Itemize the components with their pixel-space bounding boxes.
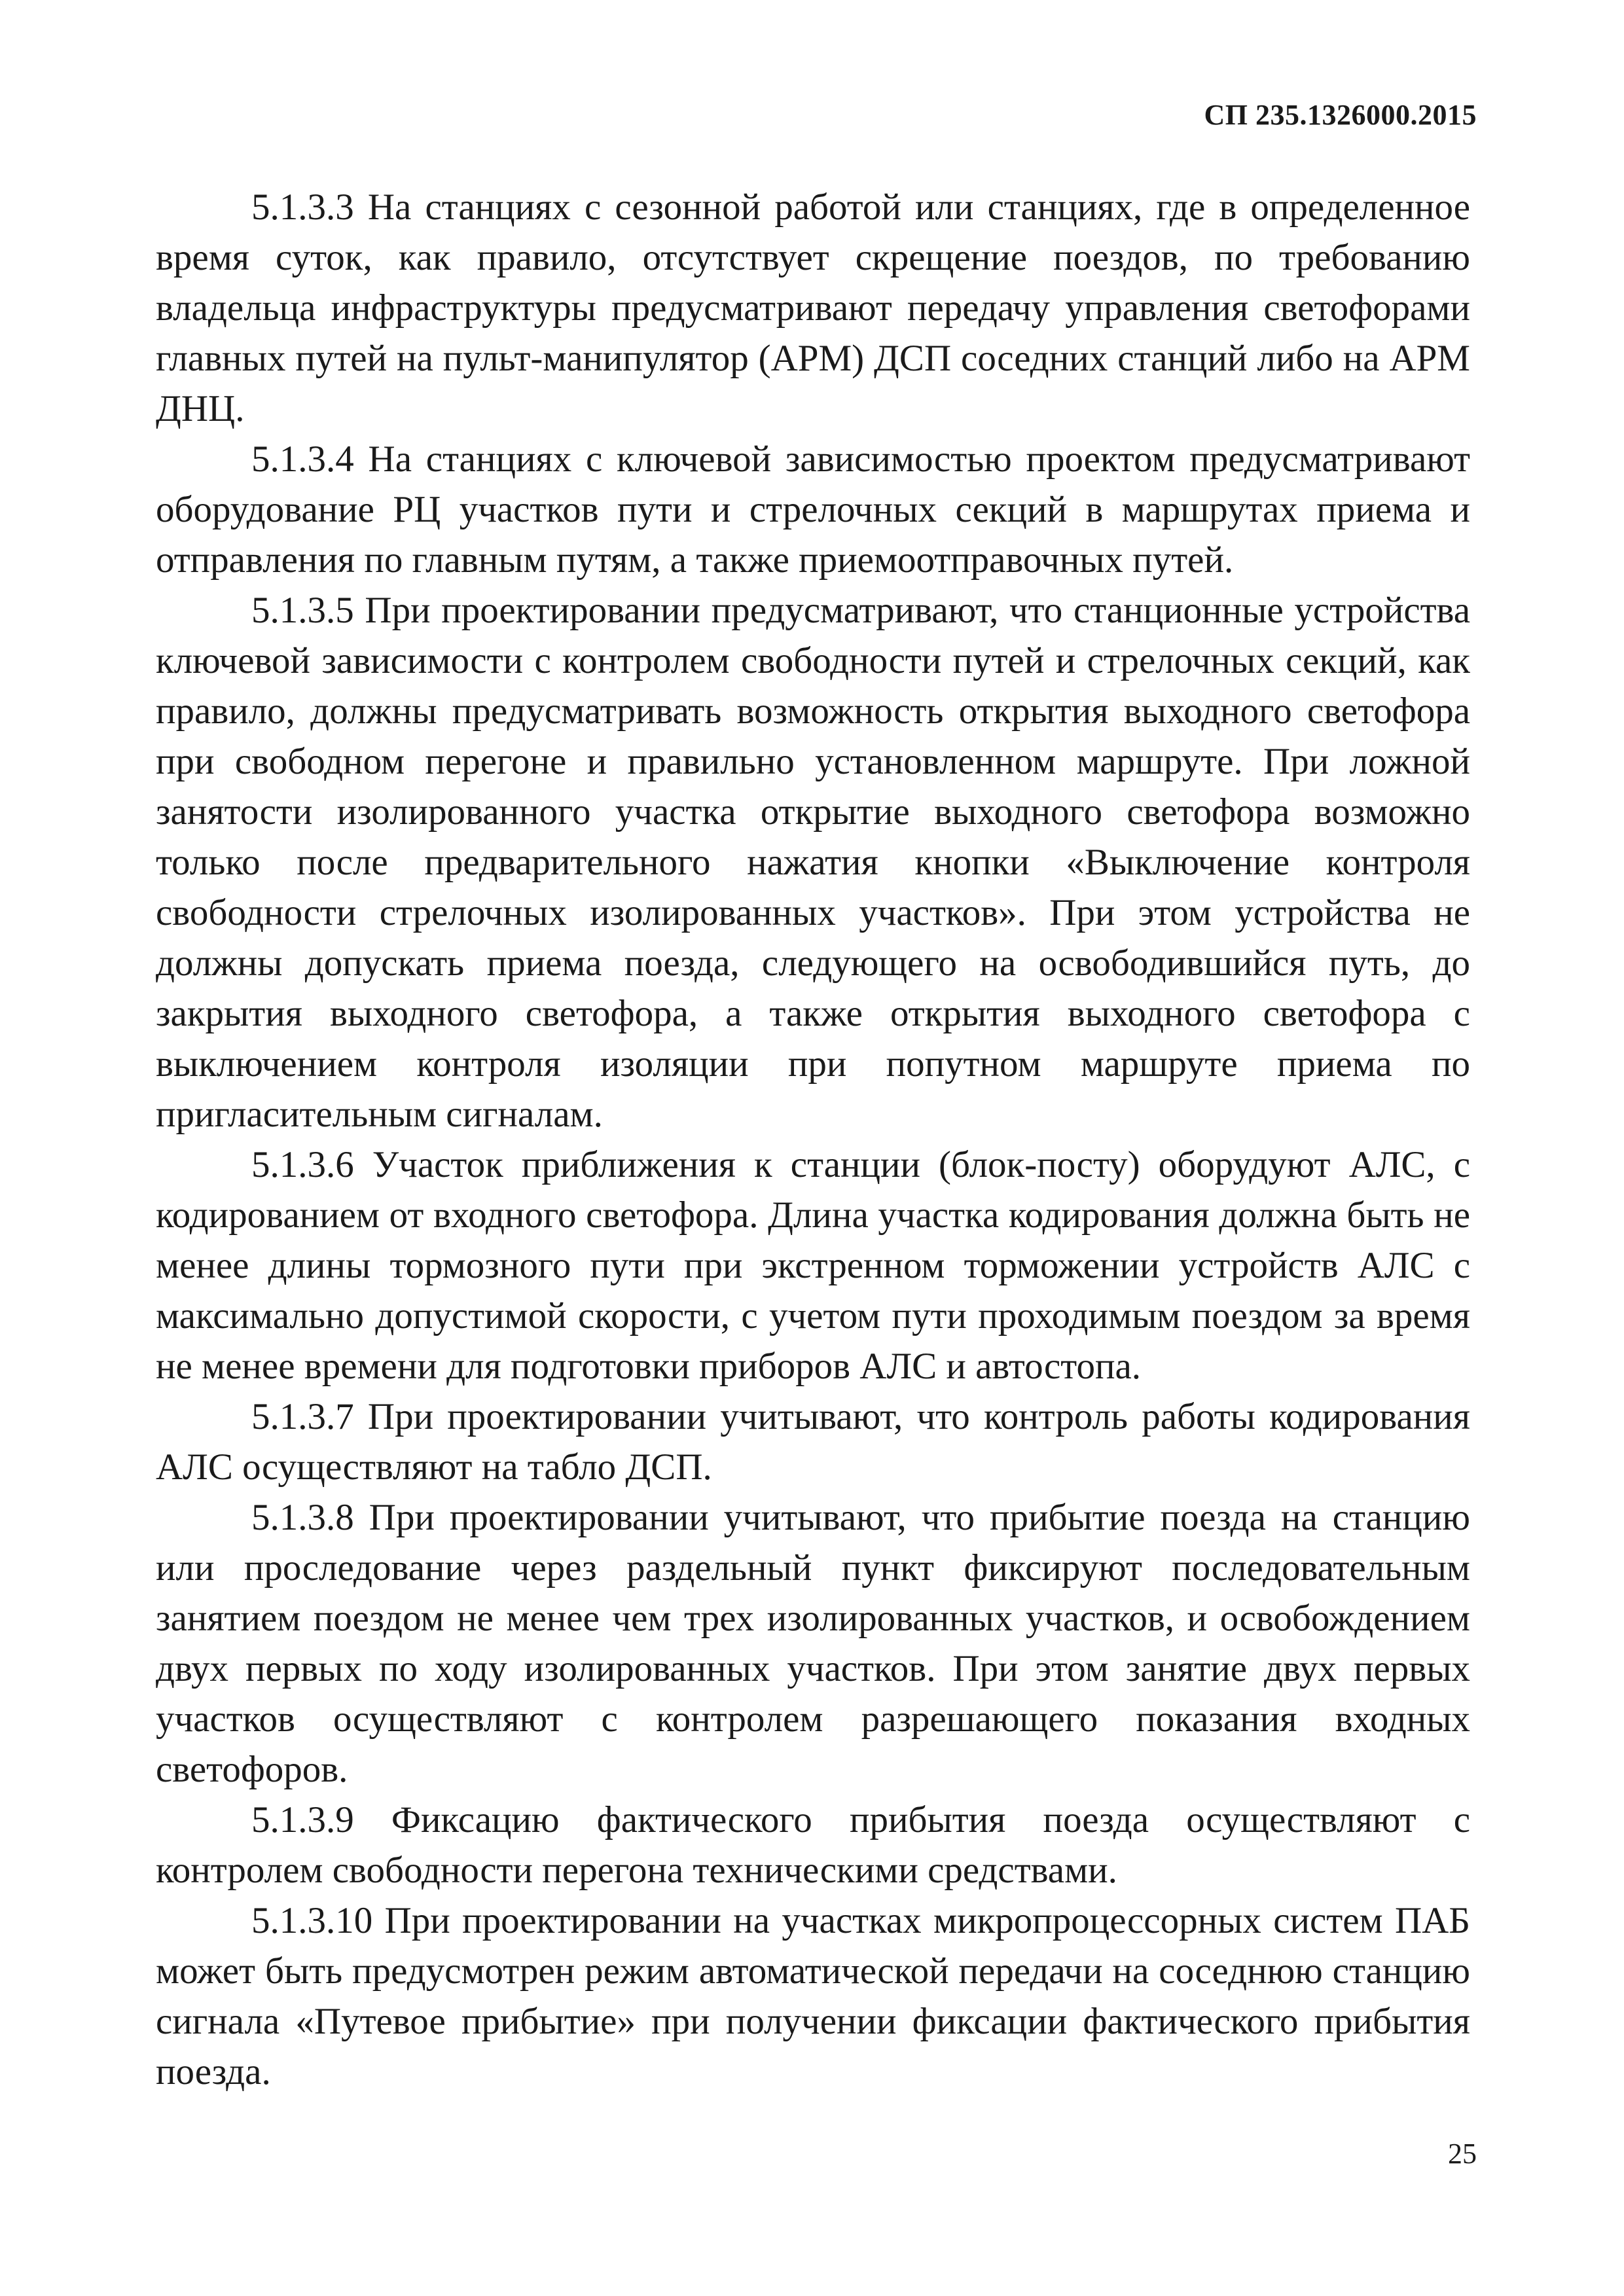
clause-text: При проектировании учитывают, что контроль работы кодирования АЛС осуществляют на табло ДСП. <box>156 1396 1470 1488</box>
clause-text: При проектировании предусматривают, что станционные устройства ключевой зависимости с контролем свободности путей и стрелочных секций, как правило, должны предусматривать возможность открытия выходного светофора при свободном перегоне и правильно установленном маршруте. При ложной занятости изолированного участка открытие выходного светофора возможно только после предварительного нажатия кнопки «Выключение контроля свободности стрелочных изолированных участков». При этом устройства не должны допускать приема поезда, следующего на освободившийся путь, до закрытия выходного светофора, а также открытия выходного светофора с выключением контроля изоляции при попутном маршруте приема по пригласительным сигналам. <box>156 590 1470 1135</box>
page-number: 25 <box>1448 2138 1477 2170</box>
paragraph-5-1-3-4 <box>156 434 1470 585</box>
clause-number: 5.1.3.7 <box>251 1396 354 1437</box>
clause-number: 5.1.3.9 <box>251 1799 354 1840</box>
paragraph-5-1-3-6 <box>156 1139 1470 1391</box>
document-body <box>156 182 1470 2097</box>
document-code-header: СП 235.1326000.2015 <box>1204 99 1477 131</box>
paragraph-5-1-3-3 <box>156 182 1470 434</box>
clause-number: 5.1.3.10 <box>251 1900 373 1941</box>
clause-text: На станциях с ключевой зависимостью проектом предусматривают оборудование РЦ участков пути и стрелочных секций в маршрутах приема и отправления по главным путям, а также приемоотправочных путей. <box>156 439 1470 581</box>
paragraph-5-1-3-5 <box>156 585 1470 1139</box>
paragraph-5-1-3-10 <box>156 1895 1470 2097</box>
clause-text: На станциях с сезонной работой или станциях, где в определенное время суток, как правило, отсутствует скрещение поездов, по требованию владельца инфраструктуры предусматривают передачу управления светофорами главных путей на пульт-манипулятор (АРМ) ДСП соседних станций либо на АРМ ДНЦ. <box>156 187 1470 429</box>
paragraph-5-1-3-8 <box>156 1492 1470 1795</box>
clause-number: 5.1.3.4 <box>251 439 354 480</box>
paragraph-5-1-3-7 <box>156 1391 1470 1492</box>
clause-number: 5.1.3.5 <box>251 590 354 631</box>
clause-number: 5.1.3.6 <box>251 1144 354 1185</box>
clause-number: 5.1.3.3 <box>251 187 354 228</box>
clause-text: При проектировании на участках микропроцессорных систем ПАБ может быть предусмотрен режим автоматической передачи на соседнюю станцию сигнала «Путевое прибытие» при получении фиксации фактического прибытия поезда. <box>156 1900 1471 2092</box>
paragraph-5-1-3-9 <box>156 1795 1470 1895</box>
clause-text: Фиксацию фактического прибытия поезда осуществляют с контролем свободности перегона техническими средствами. <box>156 1799 1471 1891</box>
clause-text: Участок приближения к станции (блок-посту) оборудуют АЛС, с кодированием от входного светофора. Длина участка кодирования должна быть не менее длины тормозного пути при экстренном торможении устройств АЛС с максимально допустимой скорости, с учетом пути проходимым поездом за время не менее времени для подготовки приборов АЛС и автостопа. <box>156 1144 1470 1387</box>
clause-number: 5.1.3.8 <box>251 1497 354 1538</box>
clause-text: При проектировании учитывают, что прибытие поезда на станцию или проследование через раздельный пункт фиксируют последовательным занятием поездом не менее чем трех изолированных участков, и освобождением двух первых по ходу изолированных участков. При этом занятие двух первых участков осуществляют с контролем разрешающего показания входных светофоров. <box>156 1497 1471 1790</box>
